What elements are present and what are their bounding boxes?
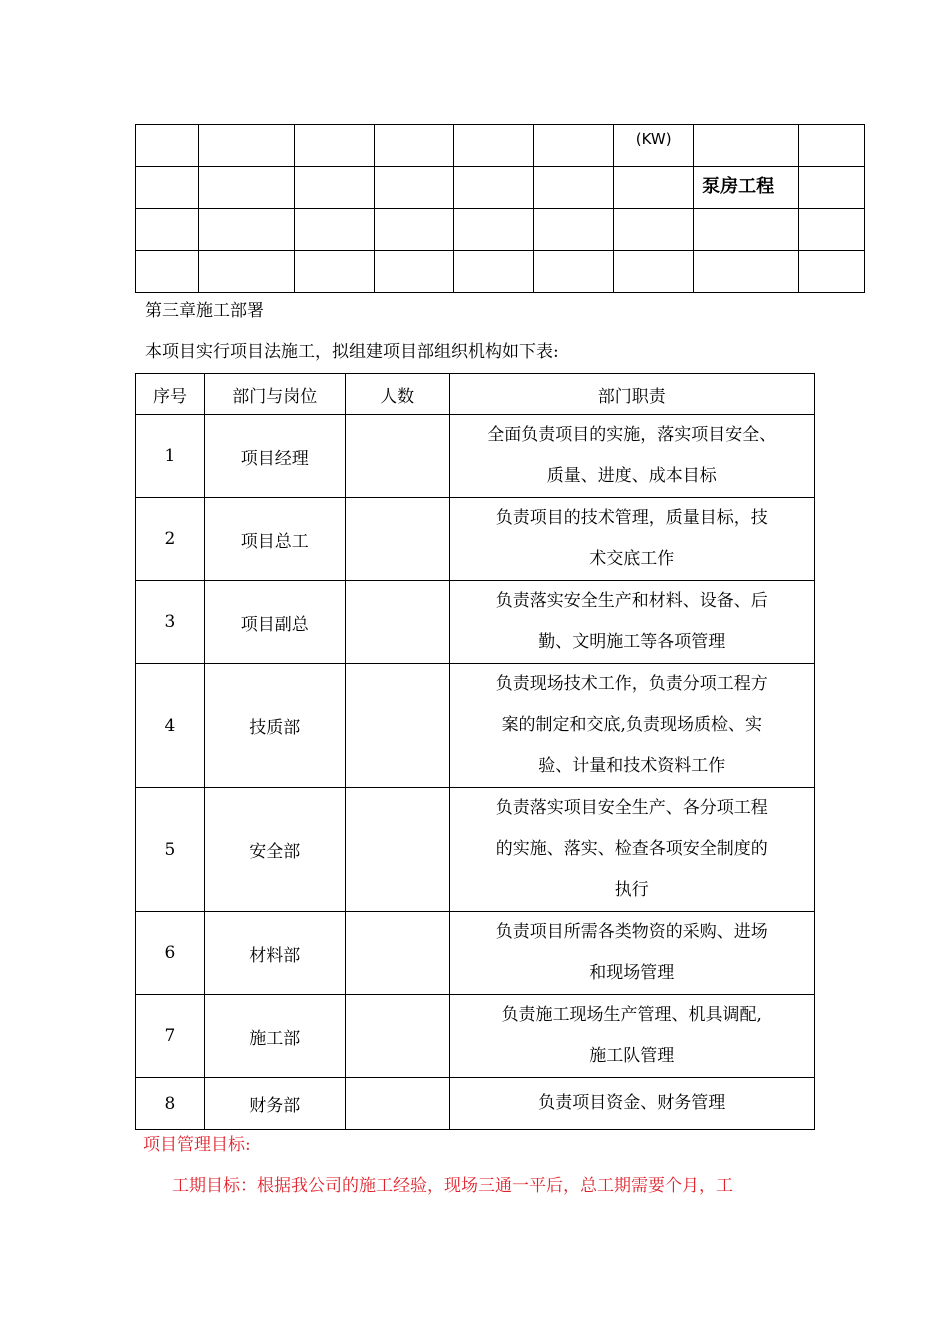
table-row [136, 1078, 815, 1130]
header-dept: 部门与岗位 [204, 374, 345, 415]
chapter-title: 第三章施工部署 [145, 301, 264, 321]
table-row [136, 498, 815, 581]
row-duty: 负责项目资金、财务管理 [449, 1078, 814, 1130]
row-no: 2 [136, 498, 205, 581]
table-row [136, 251, 865, 293]
row-dept: 技质部 [204, 664, 345, 788]
schedule-goal-text: 工期目标：根据我公司的施工经验，现场三通一平后，总工期需要个月，工 [172, 1176, 733, 1196]
table-row [136, 415, 815, 498]
header-count: 人数 [345, 374, 449, 415]
row-count [345, 581, 449, 664]
row-no: 5 [136, 788, 205, 912]
header-duty: 部门职责 [449, 374, 814, 415]
intro-paragraph: 本项目实行项目法施工，拟组建项目部组织机构如下表: [145, 342, 559, 362]
table-row [136, 167, 865, 209]
row-count [345, 664, 449, 788]
row-no: 8 [136, 1078, 205, 1130]
table-row [136, 995, 815, 1078]
table-row [136, 664, 815, 788]
row-no: 4 [136, 664, 205, 788]
row-count [345, 1078, 449, 1130]
row-count [345, 498, 449, 581]
row-dept: 施工部 [204, 995, 345, 1078]
row-dept: 项目副总 [204, 581, 345, 664]
pump-house-label: 泵房工程 [702, 176, 775, 197]
power-unit-label: (KW) [635, 130, 672, 148]
table-row [136, 125, 865, 167]
table-row [136, 912, 815, 995]
row-duty: 负责施工现场生产管理、机具调配, 施工队管理 [449, 995, 814, 1078]
row-dept: 材料部 [204, 912, 345, 995]
row-count [345, 415, 449, 498]
row-duty: 负责项目的技术管理，质量目标，技 术交底工作 [449, 498, 814, 581]
row-count [345, 912, 449, 995]
table-row [136, 581, 815, 664]
row-count [345, 995, 449, 1078]
row-no: 1 [136, 415, 205, 498]
header-no: 序号 [136, 374, 205, 415]
row-duty: 负责落实项目安全生产、各分项工程 的实施、落实、检查各项安全制度的 执行 [449, 788, 814, 912]
table-row [136, 788, 815, 912]
equipment-table [135, 124, 865, 293]
row-dept: 项目总工 [204, 498, 345, 581]
row-no: 7 [136, 995, 205, 1078]
table-header-row [136, 374, 815, 415]
row-no: 6 [136, 912, 205, 995]
table-row [136, 209, 865, 251]
row-count [345, 788, 449, 912]
row-duty: 负责项目所需各类物资的采购、进场 和现场管理 [449, 912, 814, 995]
org-structure-table [135, 373, 815, 1130]
row-duty: 负责现场技术工作，负责分项工程方 案的制定和交底,负责现场质检、实 验、计量和技术资料工作 [449, 664, 814, 788]
row-duty: 全面负责项目的实施，落实项目安全、 质量、进度、成本目标 [449, 415, 814, 498]
row-dept: 财务部 [204, 1078, 345, 1130]
row-duty: 负责落实安全生产和材料、设备、后 勤、文明施工等各项管理 [449, 581, 814, 664]
goals-title: 项目管理目标: [143, 1135, 251, 1155]
row-dept: 安全部 [204, 788, 345, 912]
row-no: 3 [136, 581, 205, 664]
row-dept: 项目经理 [204, 415, 345, 498]
